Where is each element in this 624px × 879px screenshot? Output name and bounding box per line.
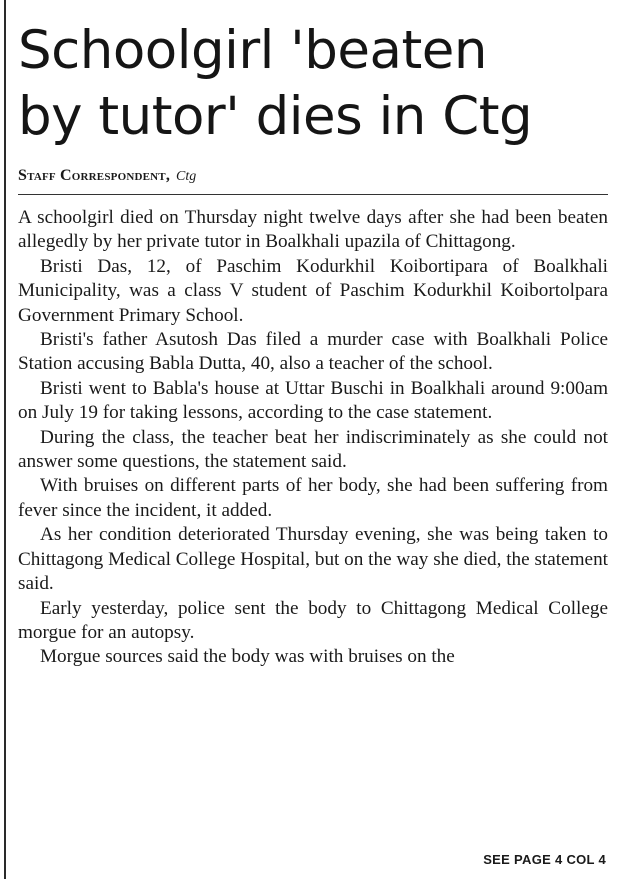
paragraph: Morgue sources said the body was with bruises on the: [40, 646, 455, 668]
byline-location: Ctg: [176, 169, 197, 184]
paragraph: A schoolgirl died on Thursday night twelve days after she had been beaten allegedly by her private tutor in Boalkhali upazila of Chittagong.: [18, 207, 608, 253]
paragraph: During the class, the teacher beat her indiscriminately as she could not answer some questions, the statement said.: [18, 426, 608, 473]
byline: [18, 166, 608, 186]
headline-line-1: Schoolgirl 'beaten: [18, 20, 487, 81]
paragraph: Early yesterday, police sent the body to Chittagong Medical College morgue for an autopsy.: [18, 597, 608, 643]
headline-line-2: by tutor' dies in Ctg: [18, 86, 533, 147]
article-body: [18, 206, 608, 670]
paragraph: As her condition deteriorated Thursday evening, she was being taken to Chittagong Medical College Hospital, but on the way she died, the statement said.: [18, 524, 608, 595]
news-article: [18, 18, 608, 670]
paragraph: With bruises on different parts of her body, she had been suffering from fever since the incident, it added.: [18, 475, 608, 521]
paragraph: Bristi went to Babla's house at Uttar Buschi in Boalkhali around 9:00am on July 19 for taking lessons, according to the case statement.: [18, 377, 608, 424]
column-rule: [4, 0, 6, 879]
paragraph: Bristi's father Asutosh Das filed a murder case with Boalkhali Police Station accusing Babla Dutta, 40, also a teacher of the school.: [18, 329, 608, 375]
byline-author: Staff Correspondent,: [18, 167, 171, 184]
paragraph: Bristi Das, 12, of Paschim Kodurkhil Koibortipara of Boalkhali Municipality, was a class V student of Paschim Kodurkhil Koibortolpara Government Primary School.: [18, 255, 608, 326]
headline: [18, 18, 608, 150]
byline-divider: [18, 194, 608, 195]
continuation-jump: SEE PAGE 4 COL 4: [483, 852, 606, 867]
